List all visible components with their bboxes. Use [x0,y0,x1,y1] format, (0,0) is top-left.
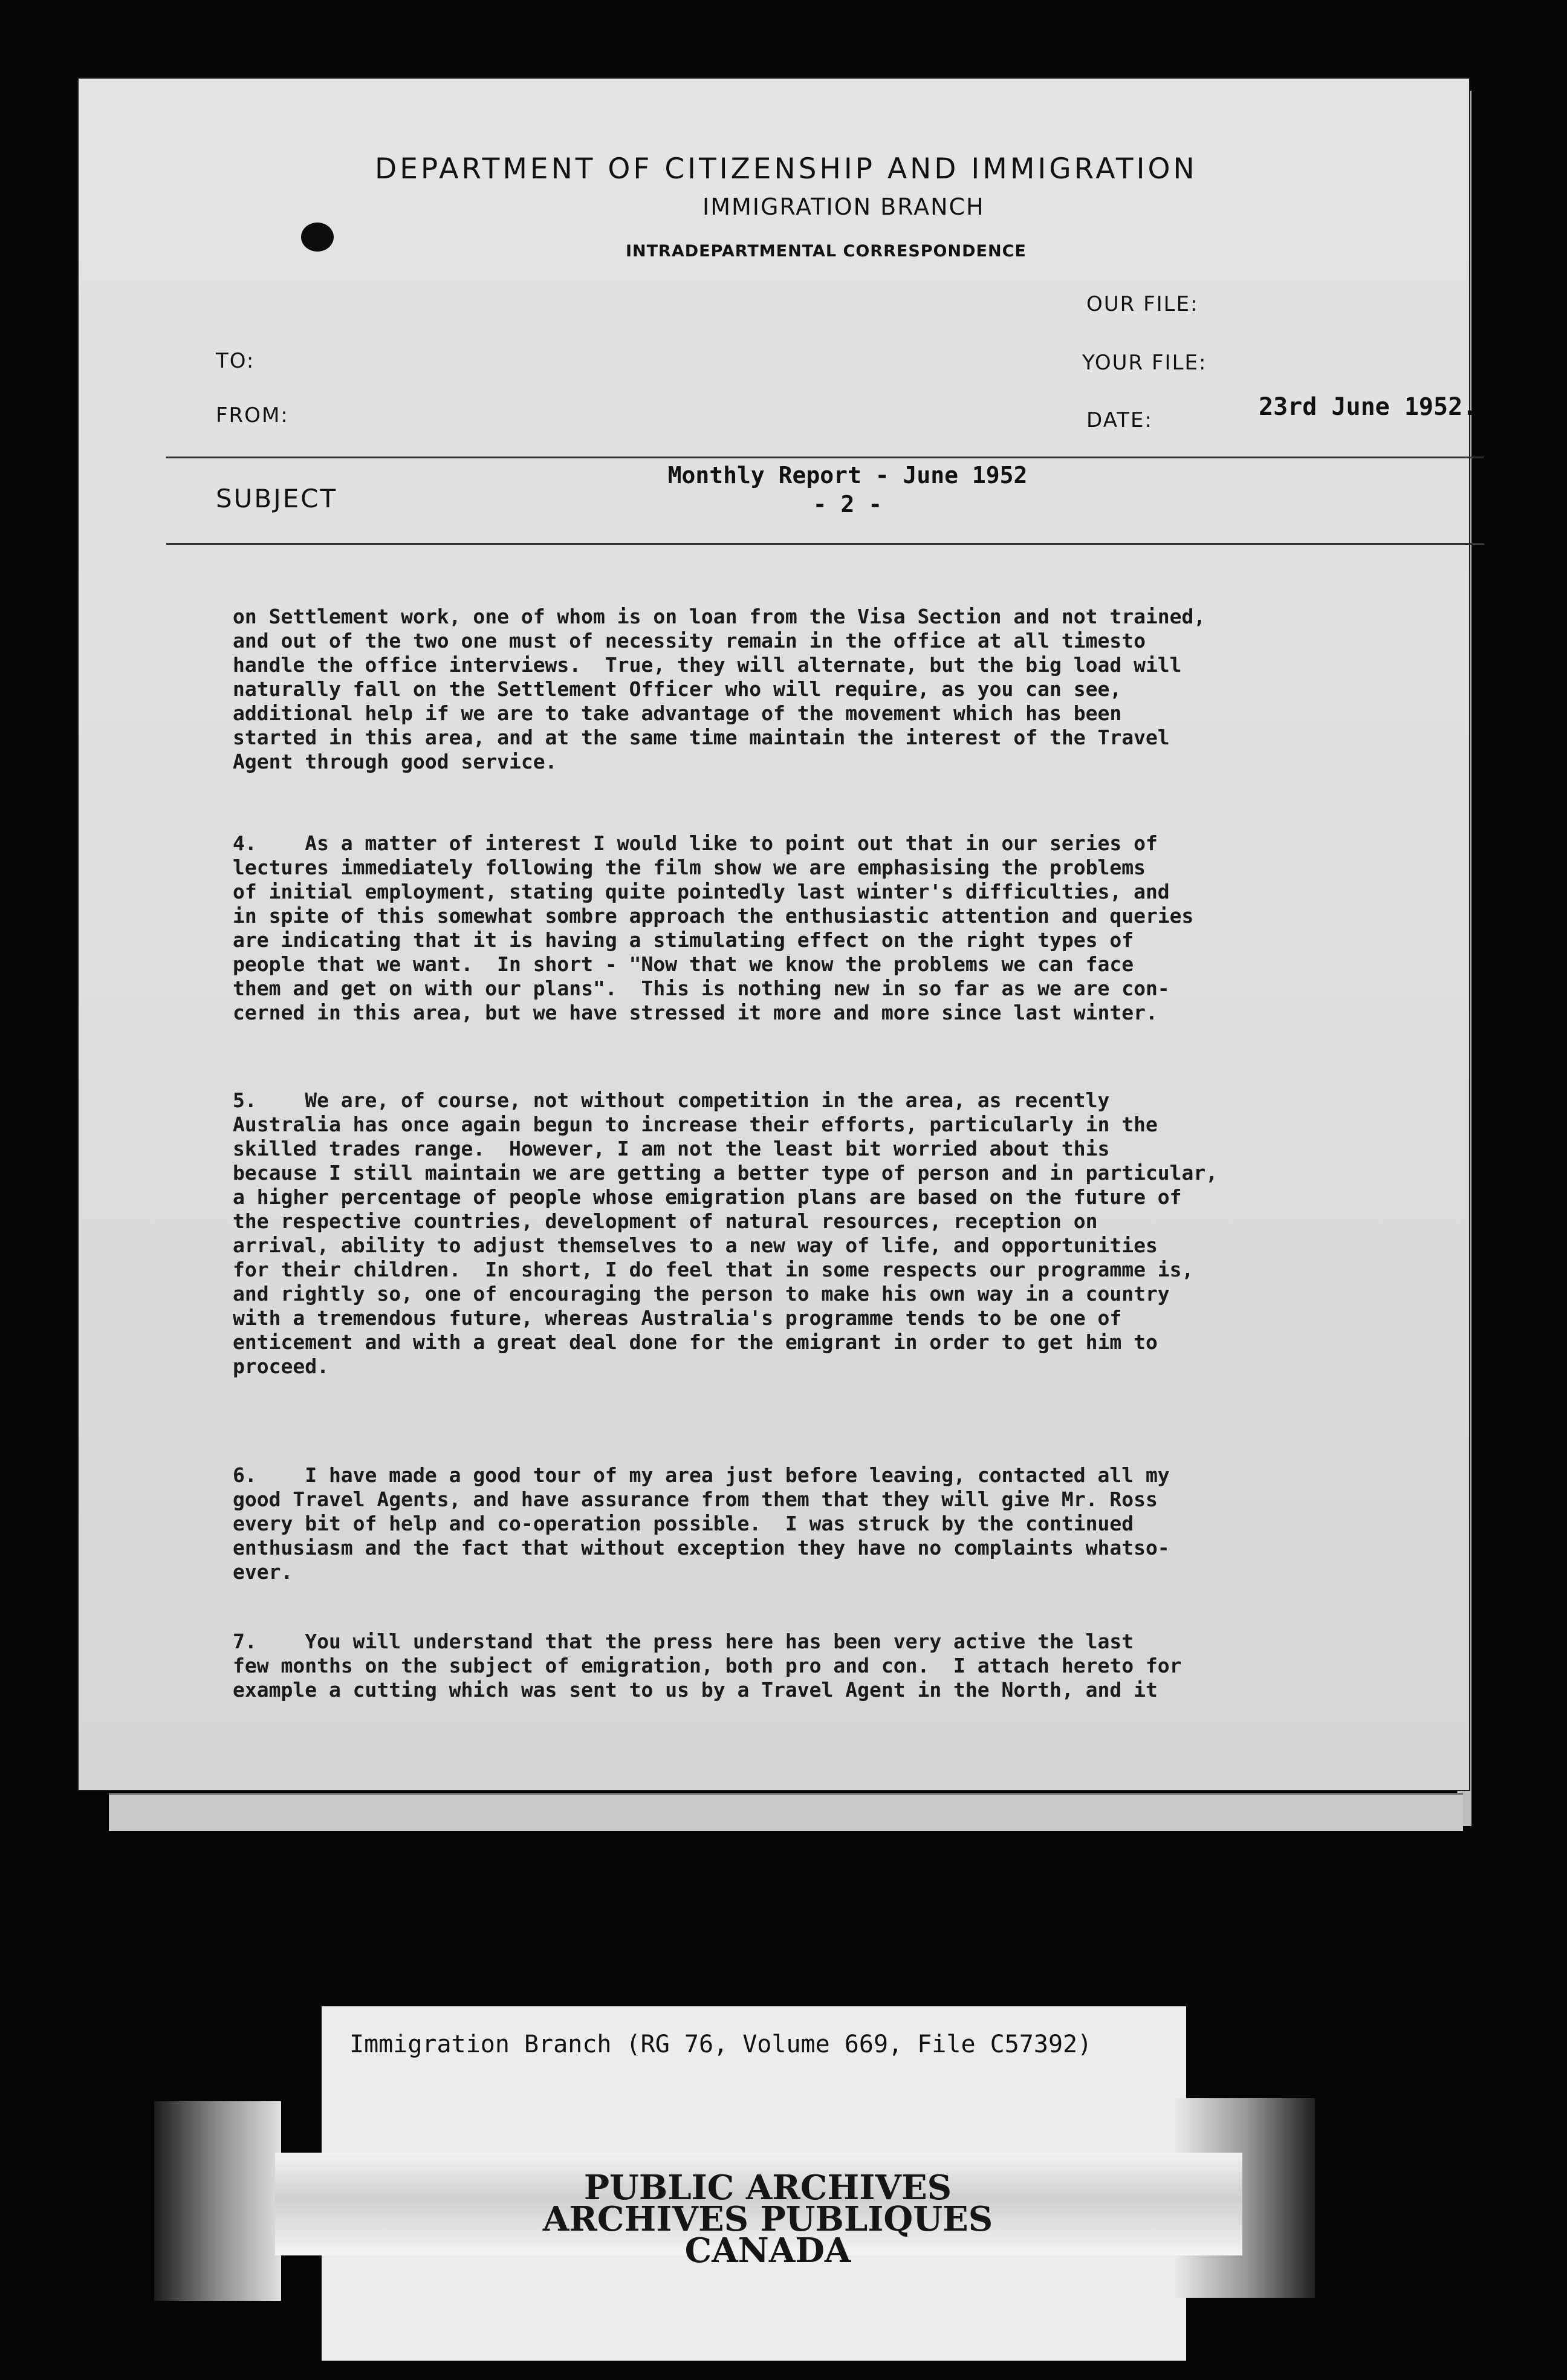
date-value: 23rd June 1952. [1259,393,1478,421]
archive-stamp-line1: PUBLIC ARCHIVES [583,2168,952,2208]
department-heading: DEPARTMENT OF CITIZENSHIP AND IMMIGRATION [375,152,1198,186]
branch-heading: IMMIGRATION BRANCH [702,193,985,220]
page-bottom-edge [109,1793,1463,1831]
header-rule-top [166,457,1484,458]
our-file-label: OUR FILE: [1086,292,1199,316]
form-type-heading: INTRADEPARTMENTAL CORRESPONDENCE [626,242,1027,261]
paragraph-5: 5. We are, of course, not without competition in the area, as recently Australia has once again begun to increase their efforts, particularly in the skilled trades range. However, I am not the least bit worried about this because I still maintain we are getting a better type of person and in particular, a higher percentage of people whose emigration plans are based on the future of the respective countries, development of natural resources, reception on arrival, ability to adjust themselves to a new way of life, and opportunities for their children. In short, I do feel that in some respects our programme is, and rightly so, one of encouraging the person to make his own way in a country with a tremendous future, whereas Australia's programme tends to be one of enticement and with a great deal done for the emigrant in order to get him to proceed. [233,1088,1218,1378]
paragraph-6: 6. I have made a good tour of my area just before leaving, contacted all my good Travel Agents, and have assurance from them that they will give Mr. Ross every bit of help and co-operation possible. I was struck by the continued enthusiasm and the fact that without exception they have no complaints whatso- ever. [233,1463,1170,1584]
subject-label: SUBJECT [216,484,338,513]
your-file-label: YOUR FILE: [1082,351,1207,375]
paragraph-7: 7. You will understand that the press here has been very active the last few months on the subject of emigration, both pro and con. I attach hereto for example a cutting which was sent to us by a Travel Agent in the North, and it [233,1630,1182,1702]
archive-stamp-line3: CANADA [684,2231,851,2271]
to-label: TO: [216,349,255,373]
paragraph-continued: on Settlement work, one of whom is on loan from the Visa Section and not trained, and out of the two one must of necessity remain in the office at all timesto handle the office interviews. True, they will alternate, but the big load will naturally fall on the Settlement Officer who will require, as you can see, additional help if we are to take advantage of the movement which has been started in this area, and at the same time maintain the interest of the Travel Agent through good service. [233,605,1206,773]
subject-title: Monthly Report - June 1952 [667,462,1028,489]
subject-block [654,461,1041,519]
archive-reference: Immigration Branch (RG 76, Volume 669, File C57392) [349,2030,1092,2058]
page-number: - 2 - [813,491,883,518]
date-label: DATE: [1086,408,1153,432]
paragraph-4: 4. As a matter of interest I would like to point out that in our series of lectures immediately following the film show we are emphasising the problems of initial employment, stating quite pointedly last winter's difficulties, and in spite of this somewhat sombre approach the enthusiastic attention and queries are indicating that it is having a stimulating effect on the right types of people that we want. In short - "Now that we know the problems we can face them and get on with our plans". This is nothing new in so far as we are con- cerned in this area, but we have stressed it more and more since last winter. [233,831,1194,1024]
header-rule-bottom [166,543,1484,545]
from-label: FROM: [216,403,289,428]
film-roll-left [154,2101,281,2301]
archive-stamp-line2: ARCHIVES PUBLIQUES [542,2199,993,2239]
punch-hole [301,223,334,252]
